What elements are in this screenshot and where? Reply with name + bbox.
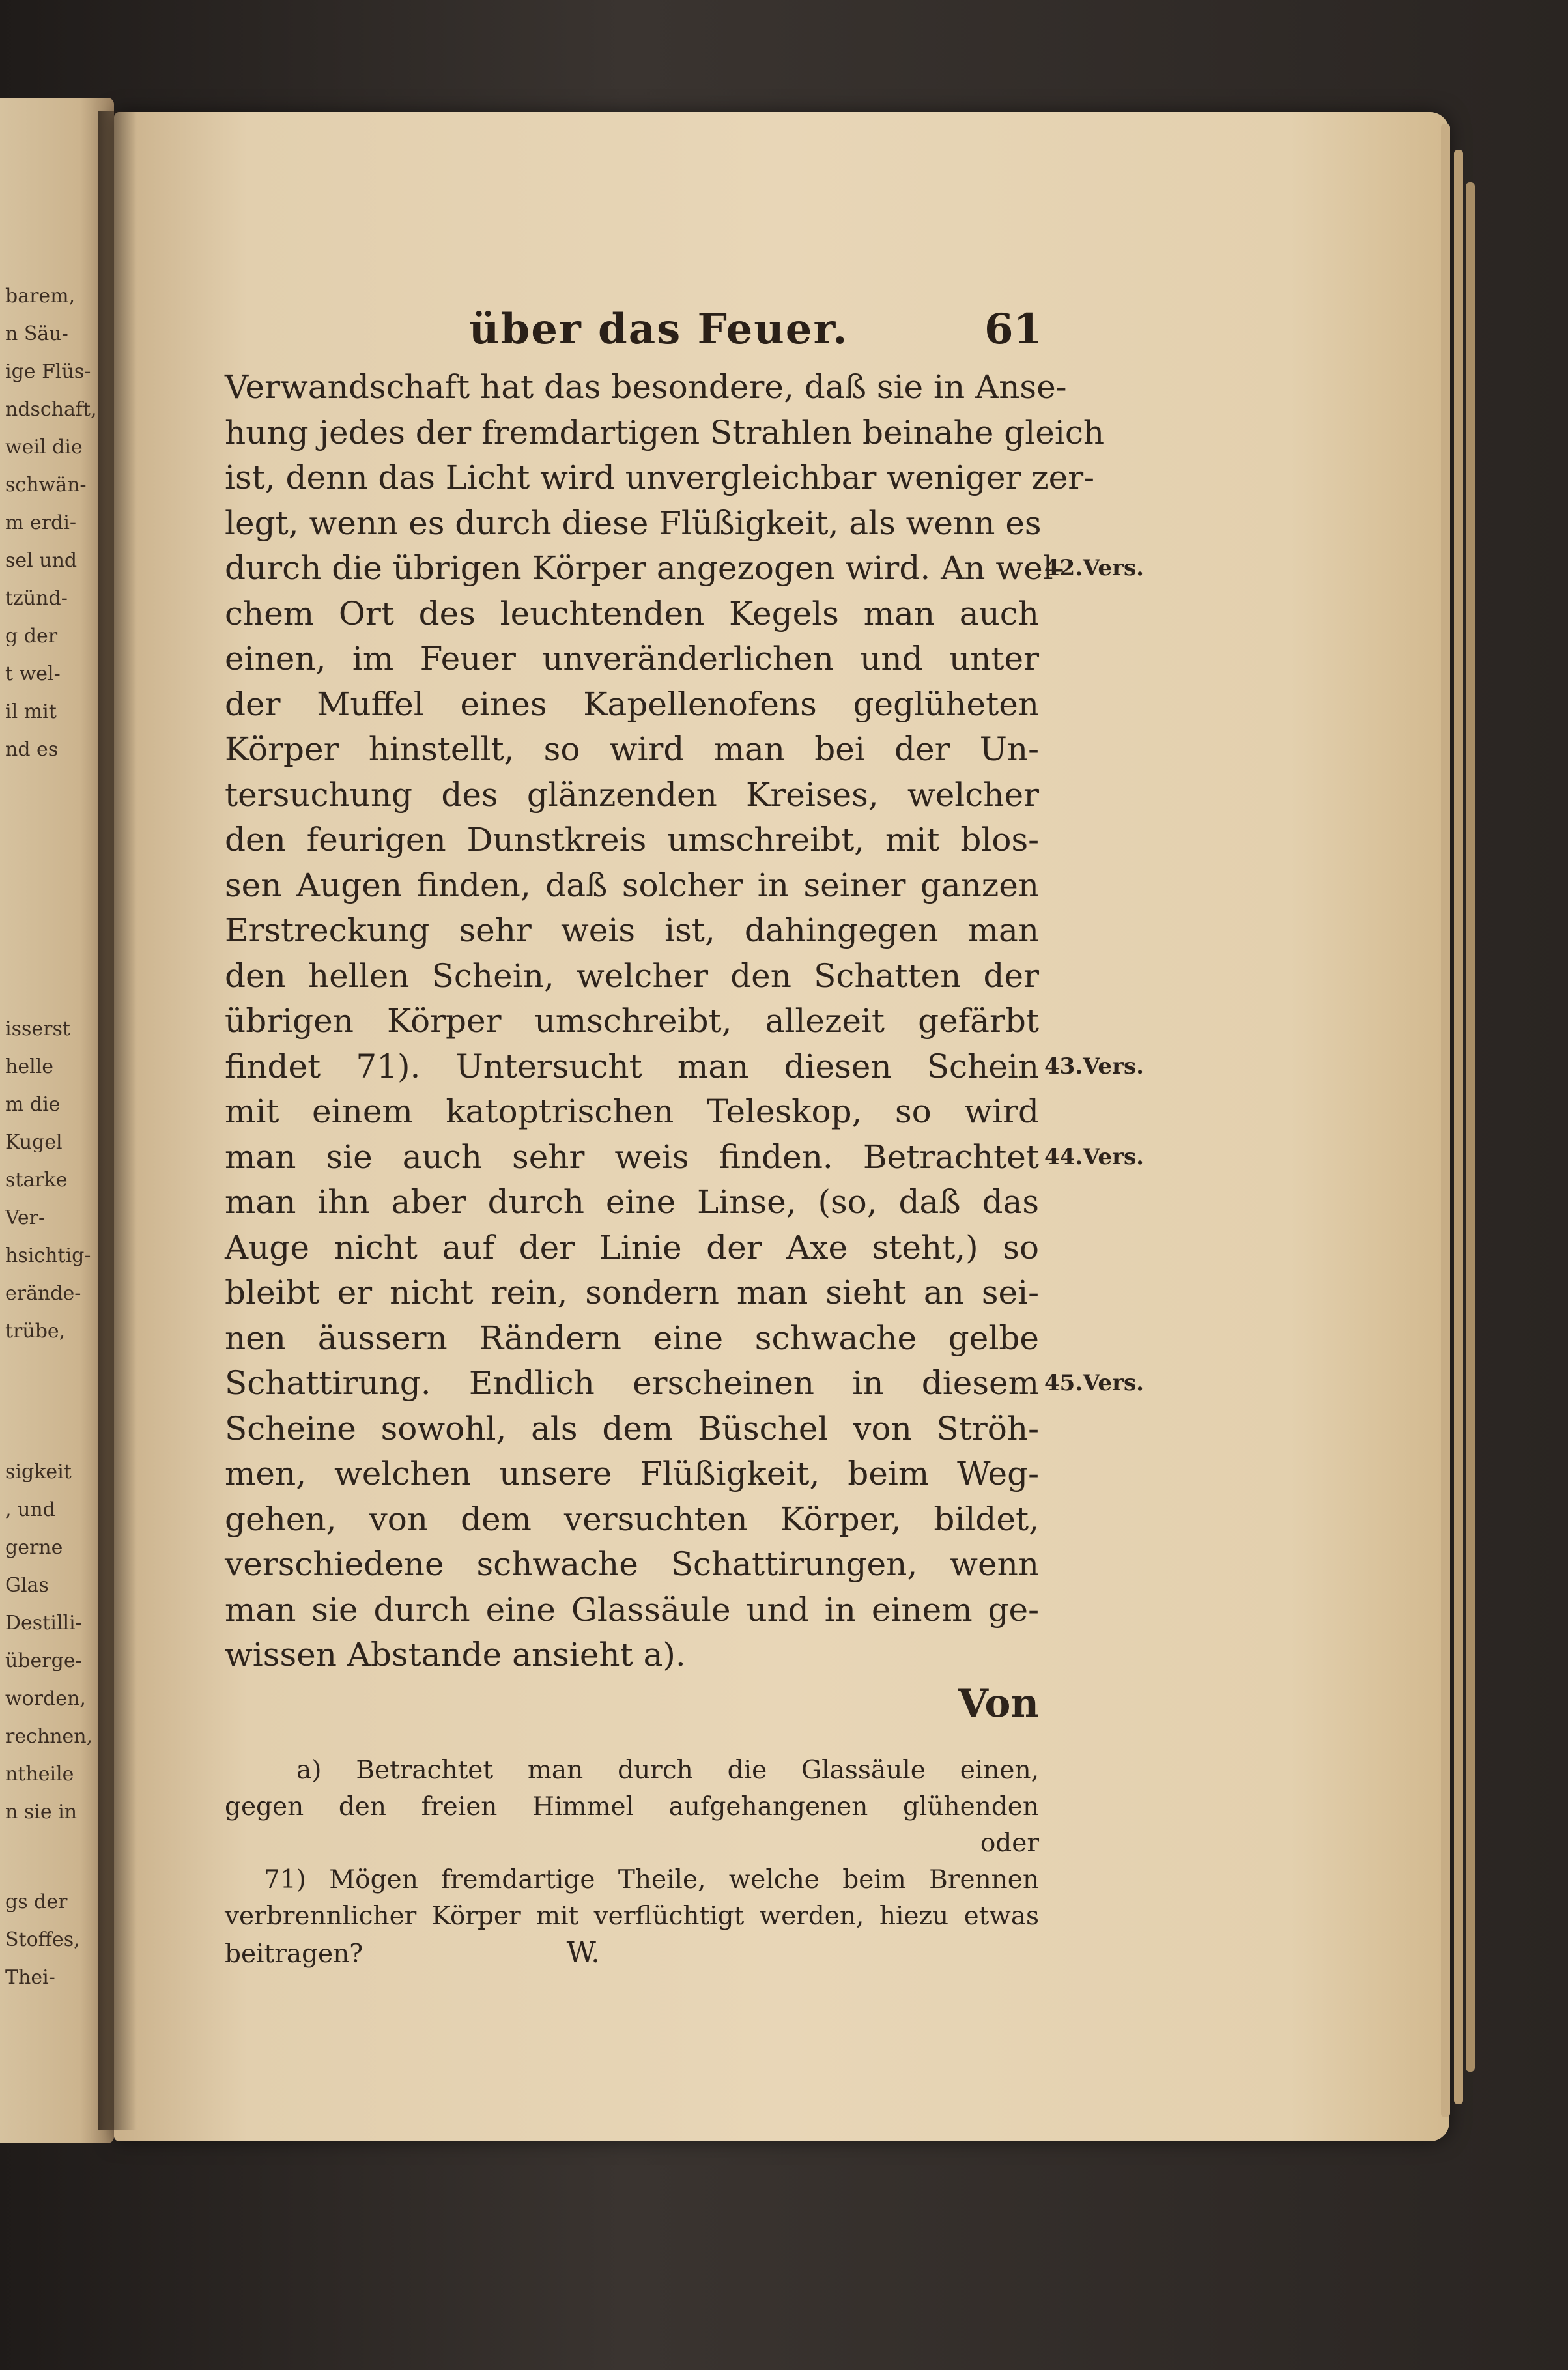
footnote-signature: W. [566,1936,601,1969]
body-line: Schattirung. Endlich erscheinen in diesem [225,1364,1039,1402]
left-page-fragment: m die [5,1095,61,1115]
footnote-71-line: verbrennlicher Körper mit verflüchtigt werden, hiezu etwas [225,1902,1039,1931]
margin-note: 42.Vers. [1044,555,1144,581]
body-line: gehen, von dem versuchten Körper, bildet, [225,1500,1039,1538]
body-line: men, welchen unsere Flüßigkeit, beim Weg- [225,1455,1039,1492]
body-line: ist, denn das Licht wird unvergleichbar weniger zer- [225,459,1095,496]
margin-note: 45.Vers. [1044,1370,1144,1396]
body-line: man sie auch sehr weis finden. Betrachtet [225,1137,1039,1176]
left-page-fragment: worden, [5,1689,86,1709]
footnote-a-catchword: oder [980,1829,1039,1858]
footnote-a-line: a) Betrachtet man durch die Glassäule einen, [296,1756,1039,1785]
body-text [225,365,1144,1726]
footnote-71-last-line [225,1935,1039,1971]
left-page-fragment: ndschaft, [5,400,97,420]
left-page-fragment: g der [5,627,58,646]
body-line: Auge nicht auf der Linie der Axe steht,) so [225,1228,1039,1266]
left-page-fragment: sigkeit [5,1463,72,1482]
left-page-fragment: trübe, [5,1322,66,1341]
left-page-fragment: Ver- [5,1208,46,1228]
left-page-fragment: Kugel [5,1133,63,1152]
page-number: 61 [984,305,1042,354]
body-line: mit einem katoptrischen Teleskop, so wird [225,1092,1039,1130]
footnote-71-line: 71) Mögen fremdartige Theile, welche beim Brennen [264,1865,1039,1894]
left-page-fragment: ntheile [5,1765,74,1784]
left-page-fragment: ige Flüs- [5,362,91,382]
body-line: Körper hinstellt, so wird man bei der Un- [225,730,1039,768]
margin-note: 43.Vers. [1044,1053,1144,1079]
body-line: tersuchung des glänzenden Kreises, welcher [225,775,1039,814]
body-line: Scheine sowohl, als dem Büschel von Ströh- [225,1409,1039,1448]
left-page-fragment: barem, [5,287,76,306]
body-line: nen äussern Rändern eine schwache gelbe [225,1319,1039,1357]
body-line: sen Augen finden, daß solcher in seiner ganzen [225,866,1039,904]
body-line: durch die übrigen Körper angezogen wird. An wel- [225,549,1064,587]
left-page-fragment: helle [5,1057,54,1077]
body-line: hung jedes der fremdartigen Strahlen beinahe gleich [225,413,1105,451]
left-page-fragment: Glas [5,1576,49,1595]
running-header [469,305,1042,357]
left-page-fragment: erände- [5,1284,81,1304]
left-facing-page [0,98,114,2143]
body-line: findet 71). Untersucht man diesen Schein [225,1047,1039,1085]
body-line: wissen Abstande ansieht a). [225,1636,686,1674]
left-page-fragment: , und [5,1500,55,1520]
catchword: Von [958,1680,1039,1726]
body-line: man ihn aber durch eine Linse, (so, daß das [225,1183,1039,1221]
left-page-fragment: sel und [5,551,78,571]
body-line: den hellen Schein, welcher den Schatten der [225,956,1039,995]
left-page-fragment: tzünd- [5,589,68,608]
left-page-fragment: gs der [5,1892,68,1912]
left-page-fragment: nd es [5,740,59,760]
body-line: den feurigen Dunstkreis umschreibt, mit blos- [225,821,1039,859]
left-page-fragment: weil die [5,438,83,457]
left-page-fragment: gerne [5,1538,63,1558]
running-title: über das Feuer. [469,305,849,354]
footnotes [225,1752,1039,1971]
left-page-fragment: il mit [5,702,57,722]
left-page-fragment: rechnen, [5,1727,93,1747]
body-line: übrigen Körper umschreibt, allezeit gefärbt [225,1002,1039,1040]
left-page-fragment: m erdi- [5,513,77,533]
left-page-fragment: Thei- [5,1968,55,1988]
left-page-fragment: hsichtig- [5,1246,91,1266]
body-line: man sie durch eine Glassäule und in einem ge- [225,1590,1039,1629]
left-page-fragment: isserst [5,1020,70,1039]
body-line: der Muffel eines Kapellenofens geglüheten [225,685,1039,723]
body-line: chem Ort des leuchtenden Kegels man auch [225,594,1039,633]
body-line: einen, im Feuer unveränderlichen und unter [225,640,1039,678]
left-page-fragment: n Säu- [5,324,68,344]
left-page-fragment: n sie in [5,1803,78,1822]
body-line: Erstreckung sehr weis ist, dahingegen man [225,911,1039,949]
page-edge [1454,150,1463,2104]
left-page-fragment: starke [5,1171,68,1190]
left-page-fragment: Destilli- [5,1614,82,1633]
body-line: legt, wenn es durch diese Flüßigkeit, als wenn es [225,504,1042,542]
left-page-fragment: t wel- [5,664,61,684]
page-edge [1441,124,1450,2117]
body-line: bleibt er nicht rein, sondern man sieht an sei- [225,1274,1039,1311]
left-page-fragment: schwän- [5,476,87,495]
left-page-fragment: überge- [5,1651,82,1671]
body-line: verschiedene schwache Schattirungen, wenn [225,1545,1039,1583]
footnote-71-end-text: beitragen? [225,1939,363,1969]
footnote-a-line: gegen den freien Himmel aufgehangenen glühenden [225,1792,1039,1821]
gutter-shadow [98,111,137,2130]
left-page-fragment: Stoffes, [5,1930,80,1950]
page-edge [1466,182,1475,2072]
body-line: Verwandschaft hat das besondere, daß sie in Anse- [225,368,1067,406]
margin-note: 44.Vers. [1044,1143,1144,1170]
